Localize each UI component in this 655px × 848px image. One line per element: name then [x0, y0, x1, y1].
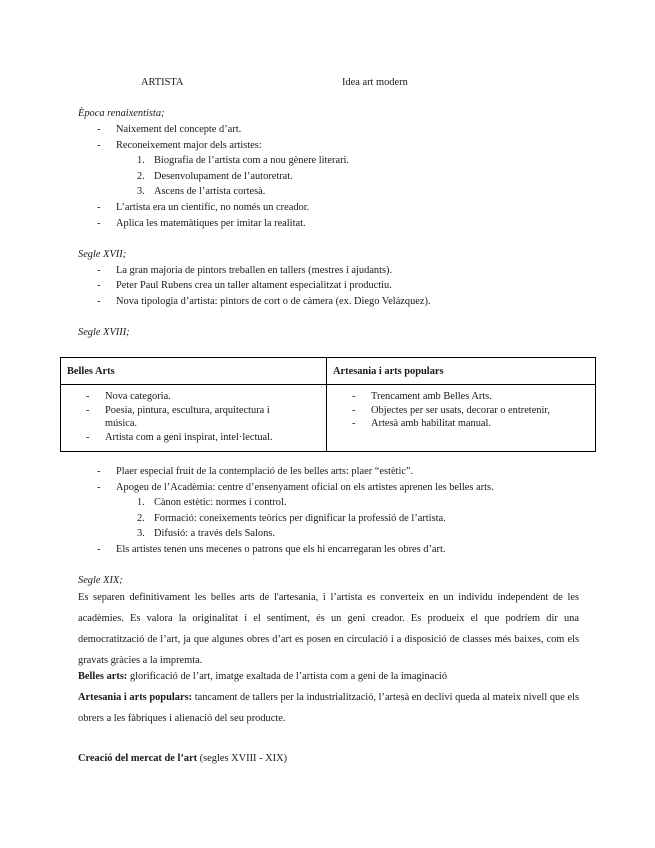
list-item-text: Nova tipologia d’artista: pintors de cort o de càmera (ex. Diego Velázquez).	[116, 296, 431, 307]
section-heading-segle-xix: Segle XIX;	[78, 575, 123, 586]
section-heading-segle-xviii: Segle XVIII;	[78, 327, 130, 338]
table-list-item-text: Nova categoria.	[105, 391, 171, 402]
bullet-dash: -	[352, 418, 356, 429]
numbered-item-text: Desenvolupament de l’autoretrat.	[154, 171, 293, 182]
bullet-dash: -	[86, 391, 90, 402]
table-header-divider	[61, 384, 595, 385]
section-heading-renaixentista: Època renaixentista;	[78, 108, 165, 119]
list-item-text: Reconeixement major dels artistes:	[116, 140, 262, 151]
table-header-artesania: Artesania i arts populars	[333, 366, 444, 377]
numbered-item-text: Cànon estètic: normes i control.	[154, 497, 287, 508]
artesania-text: tancament de tallers per la industrialització, l’artesà en declivi queda al mateix nivell que els obrers a les fàbriques i alienació del seu producte.	[78, 692, 579, 724]
list-item-text: Plaer especial fruit de la contemplació de les belles arts: plaer “estètic”.	[116, 466, 414, 477]
table-column-divider	[326, 358, 327, 451]
artesania-label: Artesania i arts populars:	[78, 692, 193, 703]
list-item-text: Aplica les matemàtiques per imitar la realitat.	[116, 218, 306, 229]
list-item-text: Peter Paul Rubens crea un taller altament especialitzat i productiu.	[116, 280, 392, 291]
belles-arts-line	[78, 671, 447, 683]
table-list-item-text: Artista com a geni inspirat, intel·lectual.	[105, 432, 273, 443]
table-list-item-text: Objectes per ser usats, decorar o entretenir,	[371, 405, 551, 416]
numbered-item-text: Difusió: a través dels Salons.	[154, 528, 275, 539]
bullet-dash: -	[97, 544, 101, 555]
number-marker: 2.	[137, 513, 145, 524]
section-heading-segle-xvii: Segle XVII;	[78, 249, 127, 260]
table-list-item-text: Artesà amb habilitat manual.	[371, 418, 492, 429]
numbered-item-text: Ascens de l’artista cortesà.	[154, 186, 266, 197]
list-item-text: Apogeu de l’Acadèmia: centre d’ensenyament oficial on els artistes aprenen les belles arts.	[116, 482, 494, 493]
list-item-text: Naixement del concepte d’art.	[116, 124, 242, 135]
belles-arts-label: Belles arts:	[78, 671, 128, 682]
list-item-text: Els artistes tenen uns mecenes o patrons que els hi encarregaran les obres d’art.	[116, 544, 446, 555]
paragraph-segle-xix: Es separen definitivament les belles arts de l'artesania, i l’artista es converteix en un individu independent de les acadèmies. Es valora la originalitat i el sentiment, és un geni creador. Es produeix el que podríem dir una democratització de l’art, ja que algunes obres d’art es posen en circulació i a disposició de classes més baixes, com els gravats gràcies a la impremta.	[78, 592, 579, 666]
numbered-item-text: Formació: coneixements teòrics per dignificar la professió de l’artista.	[154, 513, 446, 524]
belles-arts-text: glorificació de l’art, imatge exaltada de l’artista com a geni de la imaginació	[129, 671, 448, 682]
list-item-text: La gran majoria de pintors treballen en tallers (mestres i ajudants).	[116, 265, 393, 276]
table-header-belles-arts: Belles Arts	[67, 366, 115, 377]
number-marker: 3.	[137, 186, 145, 197]
mercat-art-period: (segles XVIII - XIX)	[199, 753, 288, 764]
bullet-dash: -	[86, 405, 90, 416]
bullet-dash: -	[86, 432, 90, 443]
comparison-table	[60, 357, 596, 452]
list-item-text: L’artista era un científic, no només un creador.	[116, 202, 310, 213]
mercat-art-title: Creació del mercat de l’art	[78, 753, 198, 764]
table-list-item-continuation: música.	[105, 418, 138, 429]
table-list-item-text: Poesia, pintura, escultura, arquitectura i	[105, 405, 270, 416]
bullet-dash: -	[97, 265, 101, 276]
numbered-item-text: Biografia de l’artista com a nou gènere literari.	[154, 155, 350, 166]
number-marker: 2.	[137, 171, 145, 182]
bullet-dash: -	[97, 218, 101, 229]
artesania-paragraph	[78, 687, 579, 729]
header-artista: ARTISTA	[141, 77, 184, 88]
bullet-dash: -	[97, 482, 101, 493]
bullet-dash: -	[352, 391, 356, 402]
bullet-dash: -	[352, 405, 356, 416]
number-marker: 1.	[137, 497, 145, 508]
bullet-dash: -	[97, 466, 101, 477]
bullet-dash: -	[97, 124, 101, 135]
mercat-art-heading	[78, 753, 287, 765]
bullet-dash: -	[97, 296, 101, 307]
number-marker: 3.	[137, 528, 145, 539]
number-marker: 1.	[137, 155, 145, 166]
bullet-dash: -	[97, 202, 101, 213]
header-idea-art-modern: Idea art modern	[342, 77, 408, 88]
bullet-dash: -	[97, 280, 101, 291]
bullet-dash: -	[97, 140, 101, 151]
table-list-item-text: Trencament amb Belles Arts.	[371, 391, 492, 402]
